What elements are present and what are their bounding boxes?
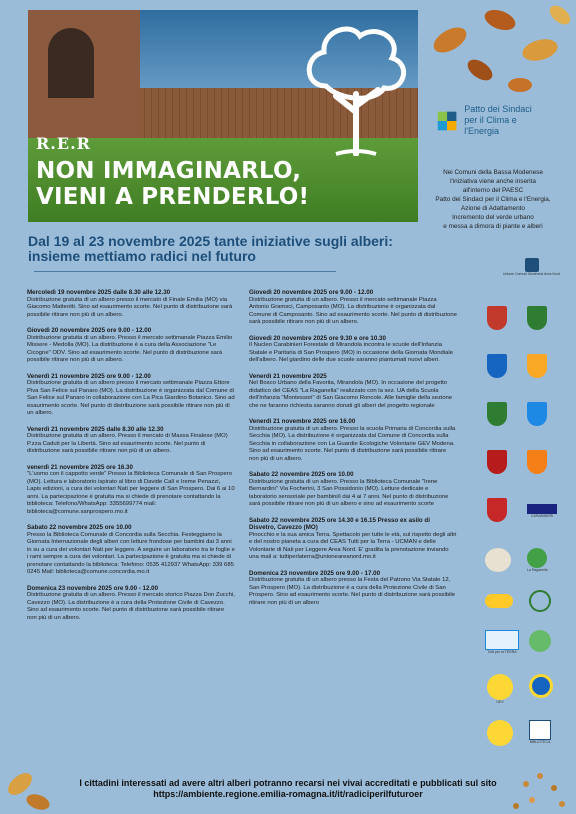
event-item: [249, 517, 457, 562]
event-heading: Domenica 23 novembre 2025 ore 9.00 - 17.00: [249, 569, 381, 577]
event-item: [249, 570, 457, 608]
partner-logo: [485, 594, 513, 608]
event-item: [27, 426, 235, 456]
municipal-crest: [487, 306, 507, 330]
event-heading: Sabato 22 novembre 2025 ore 10.00: [27, 524, 132, 531]
event-body: "L'uomo con il cappotto verde" Presso la Biblioteca Comunale di San Prospero (MO). Lettura e laboratorio ispirato al libro di Davide Calì e Ireme Penazzi, Lapis edizioni, a cura dei volontari Nati per leggere di San Prospero. Dai 6 ai 10 anni. La partecipazione è gratuita ma si chiede di prenotare contattando la biblioteca: Telefono/WhatsApp: 3355699774 mail: biblioteca@comune.sanprospero.mo.it: [27, 471, 235, 515]
event-body: Il Nucleo Carabinieri Forestale di Mirandola incontra le scuole dell'Infanzia Statale e Paritaria di San Prospero (MO) in occasione della Giornata Mondiale dell'albero. Nel giardino delle due scuole saranno piantumati nuovi alberi.: [249, 342, 453, 363]
event-heading: Venerdì 21 novembre 2025 ore 9.00 - 12.00: [27, 372, 151, 380]
rer-logo: R.E.R: [36, 134, 91, 153]
municipal-crest: [487, 498, 507, 522]
event-item: [249, 471, 457, 509]
intro-line: Nei Comuni della Bassa Modenese: [443, 169, 543, 176]
gev-label: GEV: [496, 700, 504, 704]
intro-line: l'iniziativa viene anche inserita: [450, 178, 536, 185]
intro-line: Azione di Adattamento: [461, 205, 525, 212]
events-right-column: [249, 289, 457, 615]
municipal-crest: [487, 450, 507, 474]
event-item: [249, 373, 457, 411]
footer: [0, 778, 576, 800]
tree-illustration: [296, 16, 416, 156]
union-label: Unione Comuni Modenesi Area Nord: [503, 272, 561, 276]
event-heading: Sabato 22 novembre 2025 ore 14.30 e 16.15 Presso ex asilo di Disvetro, Cavezzo (MO): [249, 516, 430, 531]
protezione-civile-logo: [529, 674, 553, 698]
event-body: Distribuzione gratuita di un albero. Presso la scuola Primaria di Concordia sulla Secchia (MO). La distribuzione è organizzata dal Comune di Concordia sulla Secchia in collaborazione con La Guardie Ecologiche Volontarie GEV Modena. Sino ad esaurimento scorte. Nel punto di distribuzione sarà possibile ritirare non più di un albero.: [249, 425, 456, 462]
carabinieri-logo: [527, 504, 557, 518]
nati-per-leggere-logo: [487, 720, 513, 746]
intro-line: Incremento del verde urbano: [452, 214, 534, 221]
event-heading: Giovedì 20 novembre 2025 ore 9.00 - 12.00: [27, 327, 152, 334]
municipal-crest: [527, 306, 547, 330]
event-heading: Sabato 22 novembre 2025 ore 10.00: [249, 471, 354, 478]
event-body: Distribuzione gratuita di un albero. Presso il mercato settimanale Piazza Emilio Missere - Medolla (MO). La distribuzione è a cura della Associazione "Le Cicogne" ODV. Sino ad esaurimento scorte. Nel punto di distribuzione sarà possibile ritirare non più di un albero.: [27, 334, 233, 363]
event-item: [27, 289, 235, 319]
footer-link[interactable]: https://ambiente.regione.emilia-romagna.it/it/radiciperilfuturoer: [153, 789, 423, 799]
event-heading: Giovedì 20 novembre 2025 ore 9.00 - 12.00: [249, 289, 374, 296]
headline-line-2: VIENI A PRENDERLO!: [36, 184, 310, 210]
footer-text: I cittadini interessati ad avere altri alberi potranno recarsi nei vivai accreditati e pubblicati sul sito: [79, 778, 497, 788]
event-body: Distribuzione gratuita di un albero. Presso la Biblioteca Comunale "Irene Bernardini" Via Focherini, 3 San Possidonio (MO). Letture dedicate e laboratorio sensoriale per bambini/i dai 4 ai 7 anni. Nel punto di distribuzione sarà possibile ritirare non più di un albero e sino ad esaurimento scorte: [249, 478, 449, 507]
raganella-logo: [527, 548, 548, 572]
leaves-decoration: [420, 0, 576, 96]
raganella-label: La Raganella: [527, 568, 548, 572]
tutti-per-la-terra-logo: [485, 630, 519, 654]
event-item: [249, 418, 457, 463]
municipal-crest: [487, 402, 507, 426]
event-body: Distribuzione gratuita di un albero presso il mercato settimanale Piazza Ettore Piva San Felice sul Panaro (MO). La distribuzione è organizzata dal Comune di San Felice sul Panaro in collaborazione con La Pica Giardino Botanico. Sino ad esaurimento scorte. Nel punto di distribuzione sarà possibile ritirare non più di un albero.: [27, 380, 235, 416]
event-heading: Domenica 23 novembre 2025 ore 9.00 - 12.00: [27, 584, 159, 592]
event-body: Distribuzione gratuita di un albero. Presso il mercato settimanale Piazza Antonio Gramsci, Camposanto (MO). La distribuzione è organizzata dal Comune di Camposanto. Sino ad esaurimento scorte. Nel punto di distribuzione sarà possibile ritirare non più di un albero.: [249, 296, 457, 325]
event-item: [27, 524, 235, 577]
patto-sindaci-logo: [434, 104, 548, 137]
event-heading: Mercoledì 19 novembre 2025 dalle 8.30 alle 12.30: [27, 289, 171, 296]
event-body: Distribuzione gratuita di un albero. Presso il mercato storico Piazza Don Zucchi, Cavezzo (MO). La distribuzione è a cura della Protezione Civile di Cavezzo. Sino ad esaurimento scorte. Nel punto di distribuzione sarà possibile ritirare non più di un albero.: [27, 592, 235, 621]
event-item: [27, 373, 235, 418]
event-heading: Venerdì 21 novembre 2025: [249, 372, 327, 380]
gev-logo: [487, 674, 513, 704]
event-item: [27, 585, 235, 623]
biblioteca-logo: [529, 720, 551, 744]
event-heading: venerdì 21 novembre 2025 ore 16.30: [27, 463, 133, 471]
municipal-crest: [527, 450, 547, 474]
union-logo: [503, 258, 560, 276]
subtitle: Dal 19 al 23 novembre 2025 tante iniziative sugli alberi: insieme mettiamo radici nel futuro: [28, 233, 393, 264]
intro-text: [425, 168, 561, 231]
event-item: [249, 289, 457, 327]
event-body: Presso la Biblioteca Comunale di Concordia sulla Secchia. Festeggiamo la Giornata Internazionale degli alberi con letture frondose per bambini dai 3 anni in su a cura dei volontari Nati per leggere. A seguire un laboratorio tra le foglie e i rami sempre a cura dei volontari. La partecipazione è gratuita ma si chiede di prenotare contattando la biblioteca: Telefono: 0535 412937 WhatsApp: 339 685 0245 Mail: biblioteca@comune.concordia.mo.it: [27, 531, 235, 575]
event-body: Nel Bosco Urbano della Favorita, Mirandola (MO). In occasione del progetto didattico del CEAS "La Raganella" realizzato con la sez. UA della Scuola dell'Infanzia "Montessori" di San Giacomo Roncole. Alle famiglie della sezione che ne faranno richiesta saranno donati gli alberi del progetto regionale: [249, 380, 453, 409]
events-left-column: [27, 289, 235, 630]
event-body: Distribuzione gratuita di un albero presso la Festa del Patrono Via Statale 12, San Prospero (MO). La distribuzione è a cura della Protezione Civile di San Prospero. Sino ad esaurimento scorte. Nel punto di distribuzione sarà possibile ritirare non più di un albero: [249, 577, 455, 606]
event-heading: Venerdì 21 novembre 2025 dalle 8.30 alle 12.30: [27, 425, 164, 433]
event-body: Pinocchio e la sua amica Terra. Spettacolo per tutte le età, sul rispetto degli altri e del nostro pianeta a cura del CEAS Tutti per la Terra - UCMAN e delle Volontarie di Nati per Leggere Area Nord. E' gradita la prenotazione inviando una mail a: tuttiperlaterra@unioneareanord.mo.it: [249, 531, 457, 560]
headline: [36, 158, 309, 210]
partner-logo: [529, 590, 551, 612]
municipal-crest: [527, 402, 547, 426]
leaf-logo-icon: [434, 107, 458, 135]
intro-line: e messa a dimora di piante e alberi: [443, 223, 543, 230]
carabinieri-label: CARABINIERI: [530, 514, 554, 518]
municipal-crest: [487, 354, 507, 378]
headline-line-1: NON IMMAGINARLO,: [36, 158, 302, 184]
event-body: Distribuzione gratuita di un albero presso il mercato di Finale Emilia (MO) via Giacomo Matteotti. Sino ad esaurimento scorte. Nel punto di distribuzione sarà possibile ritirare non più di un albero.: [27, 296, 233, 318]
divider: [34, 271, 336, 272]
event-item: [27, 327, 235, 365]
intro-line: Patto dei Sindaci per il Clima e l'Energia,: [435, 196, 551, 203]
event-heading: Giovedì 20 novembre 2025 ore 9.30 e ore 10.30: [249, 334, 386, 342]
cicogne-logo: [485, 548, 511, 572]
patto-name: Patto dei Sindaci: [464, 104, 532, 114]
municipal-crest: [527, 354, 547, 378]
intro-line: all'interno del PAESC: [462, 187, 524, 194]
event-body: Distribuzione gratuita di un albero. Presso il mercato di Massa Finalese (MO) P.zza Caduti per la Libertà. Sino ad esaurimento scorte. Nel punto di distribuzione sarà possibile ritirare non più di un albero.: [27, 433, 228, 454]
ceas-logo: [529, 630, 551, 652]
event-heading: Venerdì 21 novembre 2025 ore 16.00: [249, 418, 356, 425]
event-item: [249, 335, 457, 365]
event-item: [27, 464, 235, 517]
biblioteca-label: BIBLIOTECA: [529, 740, 551, 744]
tutti-label: Tutti per la TERRA: [487, 650, 517, 654]
patto-subname: per il Clima e l'Energia: [464, 115, 517, 136]
